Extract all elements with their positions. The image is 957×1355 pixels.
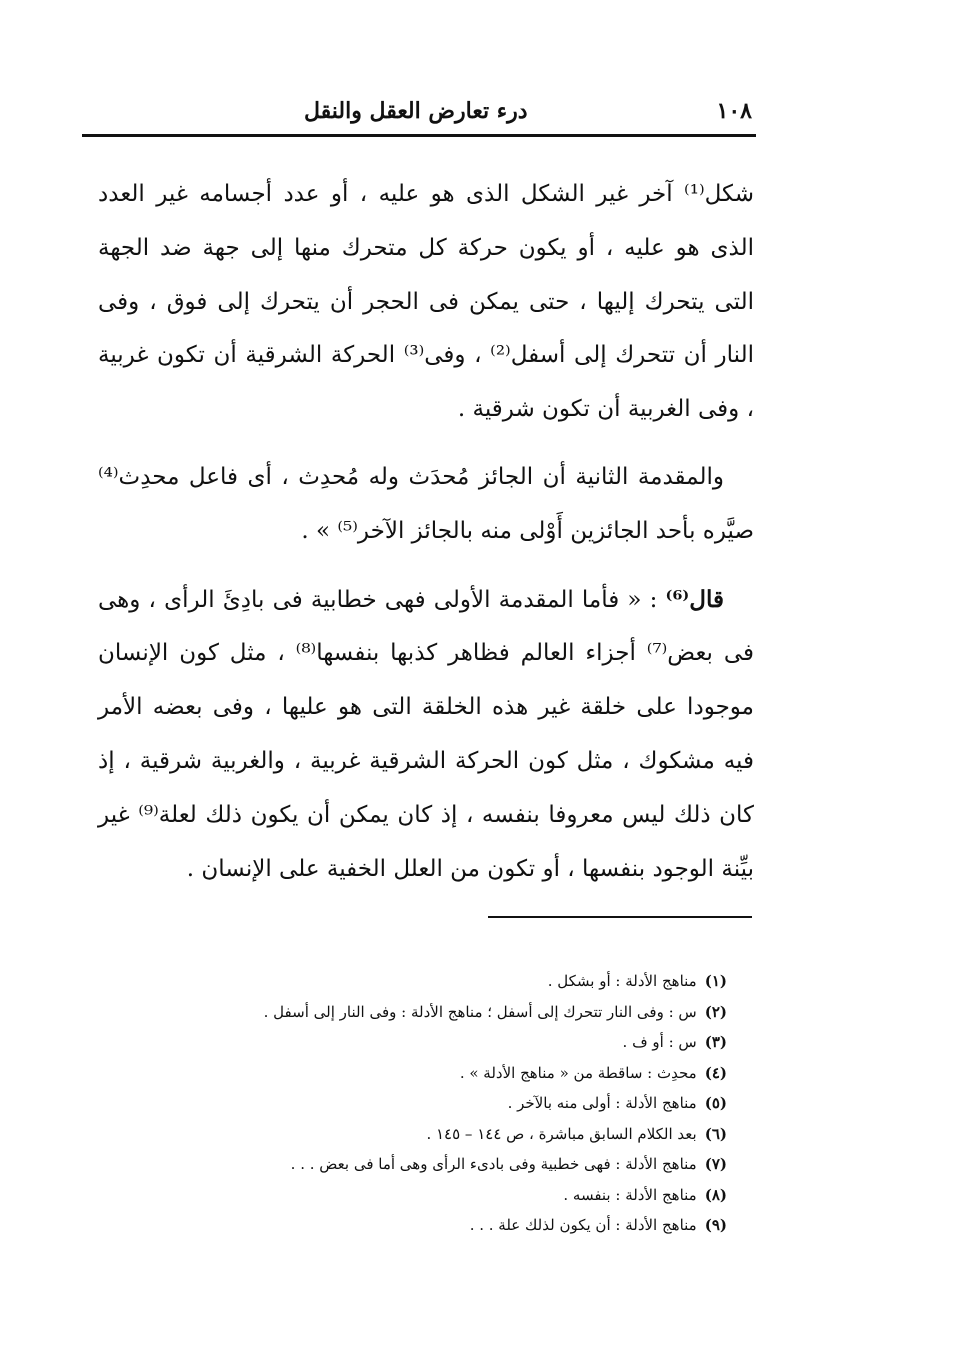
footnote-item (200, 1027, 727, 1058)
footnote-item (200, 1210, 727, 1241)
footnote-item (200, 1088, 727, 1119)
footnote-text: محدِث : ساقطة من « مناهج الأدلة » . (459, 1063, 697, 1082)
footnote-item (200, 966, 727, 997)
footnote-number: (٤) (704, 1063, 727, 1082)
footnote-text: مناهج الأدلة : بنفسه . (563, 1185, 697, 1204)
page-number: ١٠٨ (716, 98, 752, 124)
footnote-text: س : وفى النار تتحرك إلى أسفل ؛ مناهج الأدلة : وفى النار إلى أسفل . (263, 1002, 697, 1021)
footnote-item (200, 997, 727, 1028)
paragraph-1: شكل⁽¹⁾ آخر غير الشكل الذى هو عليه ، أو عدد أجسامه غير العدد الذى هو عليه ، أو يكون حركة كل متحرك منها إلى جهة ضد الجهة التى يتحرك إليها ، حتى يمكن فى الحجر أن يتحرك إلى فوق ، وفى النار أن تتحرك إلى أسفل⁽²⁾ ، وفى⁽³⁾ الحركة الشرقية أن تكون غربية ، وفى الغربية أن تكون شرقية . (98, 181, 754, 423)
main-text (98, 168, 754, 910)
footnote-number: (١) (704, 972, 727, 990)
footnote-number: (٦) (704, 1124, 727, 1143)
footnote-item (200, 1180, 727, 1211)
page-header (82, 88, 756, 134)
footnote-item (200, 1119, 727, 1150)
footnote-number: (٢) (704, 1002, 727, 1021)
footnote-number: (٣) (704, 1033, 727, 1051)
footnote-number: (٧) (704, 1155, 727, 1173)
footnote-text: مناهج الأدلة : أن يكون لذلك علة . . . (469, 1216, 697, 1234)
footnote-text: مناهج الأدلة : أو بشكل . (547, 972, 697, 990)
header-rule (82, 134, 756, 137)
footnote-number: (٩) (704, 1216, 727, 1234)
paragraph-2: والمقدمة الثانية أن الجائز مُحدَث وله مُحدِث ، أى فاعل محدِث⁽⁴⁾ صيَّره بأحد الجائزين أَوْلى منه بالجائز الآخر⁽⁵⁾ » . (98, 463, 754, 544)
footnote-text: س : أو ف . (622, 1033, 697, 1051)
paragraph-3 (98, 573, 754, 897)
footnote-item (200, 1058, 727, 1089)
footnote-text: بعد الكلام السابق مباشرة ، ص ١٤٤ – ١٤٥ . (426, 1124, 697, 1143)
paragraph-3-text: : « فأما المقدمة الأولى فهى خطابية فى بادِئَ الرأى ، وهى فى بعض⁽⁷⁾ أجزاء العالم فظاهر كذبها بنفسها⁽⁸⁾ ، مثل كون الإنسان موجودا على خلقة غير هذه الخلقة التى هو عليها ، وفى بعضه الأمر فيه مشكوك ، مثل كون الحركة الشرقية غربية ، والغربية شرقية ، إذ كان ذلك ليس معروفا بنفسه ، إذ كان يمكن أن يكون ذلك لعلة⁽⁹⁾ غير بيِّنة الوجود بنفسها ، أو تكون من العلل الخفية على الإنسان . (98, 586, 754, 882)
footnote-rule (488, 916, 752, 918)
footnote-text: مناهج الأدلة : فهى خطبية وفى بادىء الرأى وهى أما فى بعض . . . (290, 1155, 697, 1173)
footnote-number: (٥) (704, 1094, 727, 1112)
footnote-text: مناهج الأدلة : أولى منه بالآخر . (507, 1094, 697, 1112)
paragraph-3-lead: قال⁽⁶⁾ (665, 585, 724, 613)
footnote-number: (٨) (704, 1185, 727, 1204)
footnotes (200, 966, 727, 1241)
running-title: درء تعارض العقل والنقل (304, 98, 528, 124)
footnote-item (200, 1149, 727, 1180)
